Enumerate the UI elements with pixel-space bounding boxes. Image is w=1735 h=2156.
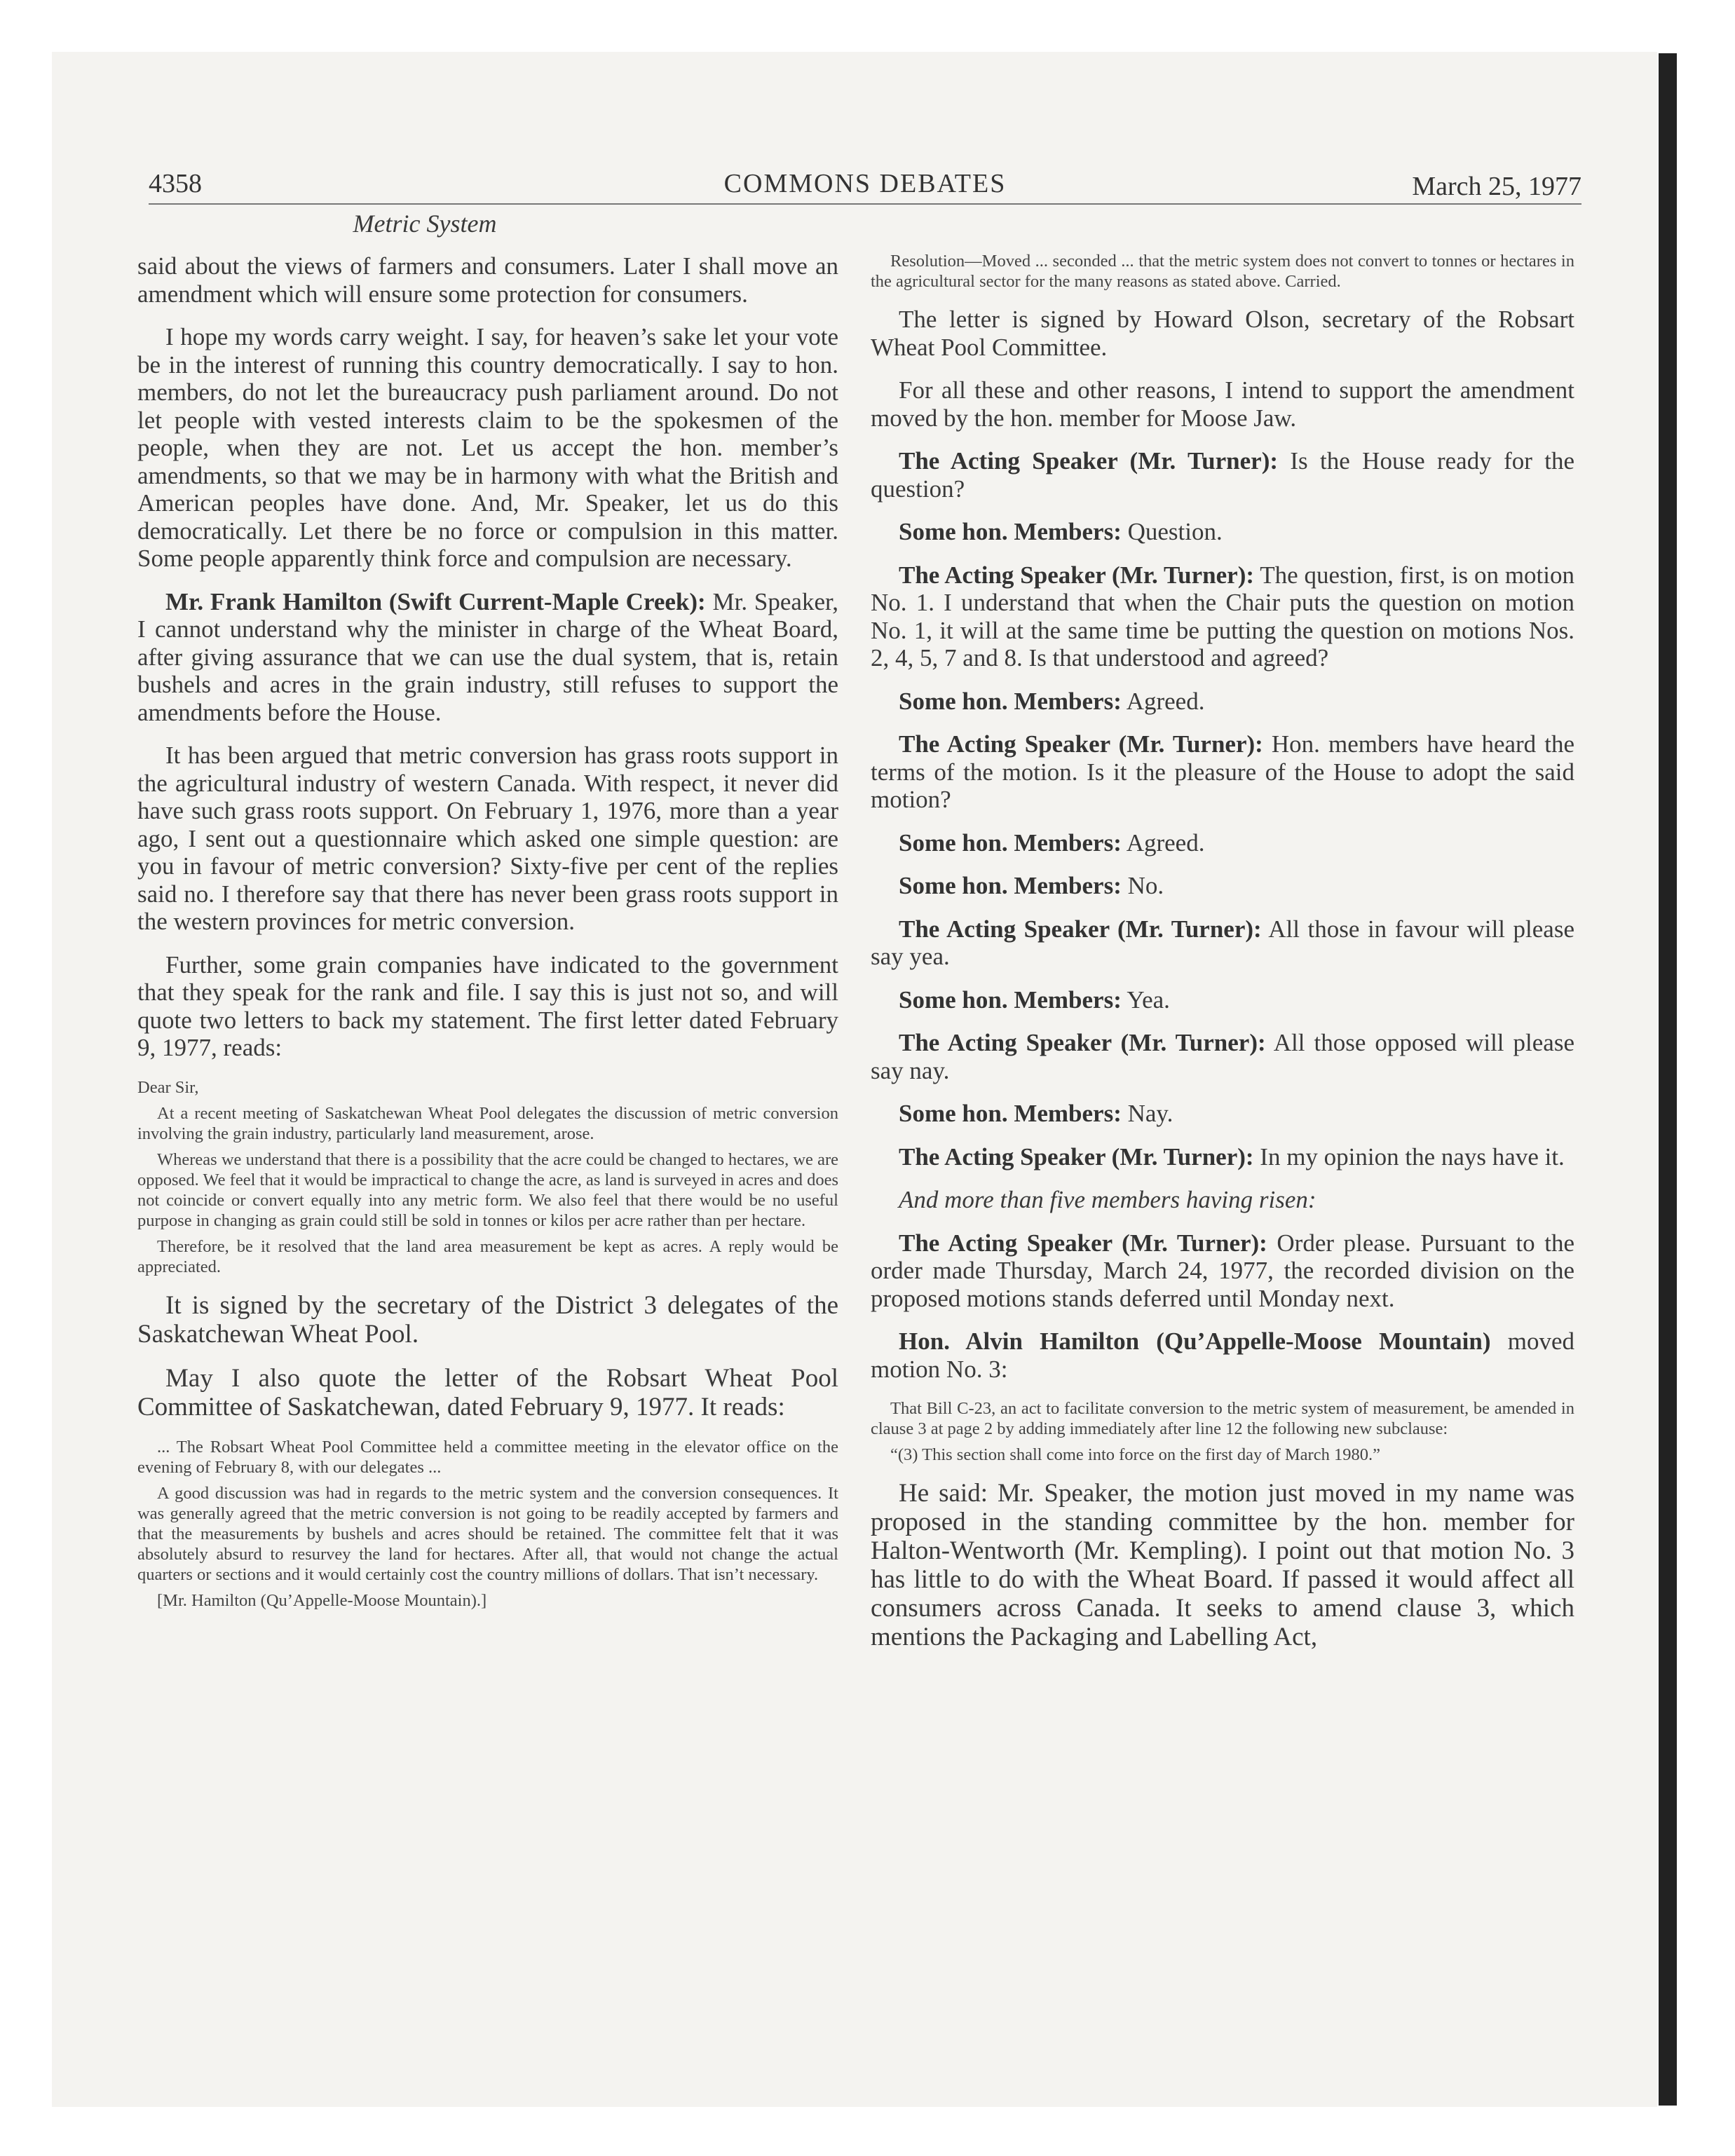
speech-text: All those opposed will please say nay. bbox=[871, 1029, 1574, 1084]
speech-paragraph bbox=[871, 1029, 1574, 1084]
quote-paragraph: At a recent meeting of Saskatchewan Wheat Pool delegates the discussion of metric conversion involving the grain industry, particularly land measurement, arose. bbox=[137, 1103, 838, 1143]
speech-text: In my opinion the nays have it. bbox=[1253, 1142, 1565, 1171]
stage-direction: And more than five members having risen: bbox=[899, 1186, 1316, 1213]
speech-text: moved motion No. 3: bbox=[871, 1328, 1574, 1383]
speech-paragraph bbox=[871, 1328, 1574, 1383]
quote-salutation: Dear Sir, bbox=[137, 1077, 199, 1097]
speech-text: Question. bbox=[1121, 518, 1223, 545]
speech-paragraph bbox=[137, 588, 838, 727]
speech-text: Yea. bbox=[1121, 985, 1170, 1014]
speaker-name: The Acting Speaker (Mr. Turner): bbox=[899, 561, 1255, 589]
speech-paragraph bbox=[871, 986, 1574, 1014]
motion-text: That Bill C-23, an act to facilitate conversion to the metric system of measurement, be amended in clause 3 at page 2 by adding immediately after line 12 the following new subclause: bbox=[871, 1399, 1574, 1438]
speech-text: Hon. members have heard the terms of the motion. Is it the pleasure of the House to adopt the said motion? bbox=[871, 730, 1575, 813]
speech-text: Agreed. bbox=[1121, 687, 1205, 715]
speech-text: Agreed. bbox=[1121, 828, 1205, 857]
speaker-name: The Acting Speaker (Mr. Turner): bbox=[899, 915, 1262, 943]
speech-paragraph bbox=[871, 518, 1574, 546]
speech-text: Is the House ready for the question? bbox=[871, 447, 1575, 503]
speaker-name: The Acting Speaker (Mr. Turner): bbox=[899, 730, 1263, 758]
page-number: 4358 bbox=[149, 169, 202, 198]
speech-paragraph bbox=[871, 829, 1574, 857]
quote-paragraph: ... The Robsart Wheat Pool Committee held a committee meeting in the elevator office on the evening of February 8, with our delegates ... bbox=[137, 1437, 838, 1477]
speaker-name: Hon. Alvin Hamilton (Qu’Appelle-Moose Mountain) bbox=[899, 1328, 1491, 1355]
publication-title: COMMONS DEBATES bbox=[723, 169, 1007, 198]
quote-paragraph: A good discussion was had in regards to the metric system and the conversion consequences. It was generally agreed that the metric conversion is not going to be readily accepted by farmers and that the measurements by bushels and acres should be retained. The committee felt that it was absolutely absurd to resurvey the land for hectares. After all, that would not change the actual quarters or sections and it would certainly cost the country millions of dollars. That isn’t necessary. bbox=[137, 1483, 838, 1584]
speaker-name: Some hon. Members: bbox=[899, 687, 1122, 715]
paragraph: The letter is signed by Howard Olson, secretary of the Robsart Wheat Pool Committee. bbox=[871, 306, 1574, 361]
speech-paragraph bbox=[871, 1100, 1574, 1128]
paragraph: It has been argued that metric conversion has grass roots support in the agricultural industry of western Canada. With respect, it never did have such grass roots support. On February 1, 1976, more than a year ago, I sent out a questionnaire which asked one simple question: are you in favour of metric conversion? Sixty-five per cent of the replies said no. I therefore say that there has never been grass roots support in the western provinces for metric conversion. bbox=[137, 742, 838, 935]
speaker-name: Some hon. Members: bbox=[899, 828, 1122, 857]
speaker-name: Some hon. Members: bbox=[899, 985, 1122, 1014]
quote-paragraph: Whereas we understand that there is a possibility that the acre could be changed to hectares, we are opposed. We feel that it would be impractical to change the acre, as land is surveyed in acres and does not coincide or convert equally into any metric form. We also feel that there would be no useful purpose in changing as grain could still be sold in tonnes or kilos per acre rather than per hectare. bbox=[137, 1149, 838, 1230]
scan-edge-bar bbox=[1659, 53, 1677, 2106]
speech-paragraph bbox=[871, 1229, 1574, 1313]
section-subhead: Metric System bbox=[353, 210, 497, 238]
speaker-name: Mr. Frank Hamilton (Swift Current-Maple Creek): bbox=[165, 587, 706, 615]
speech-paragraph bbox=[871, 1143, 1574, 1171]
speech-text: Order please. Pursuant to the order made Thursday, March 24, 1977, the recorded division on the proposed motions stands deferred until Monday next. bbox=[871, 1229, 1574, 1312]
column-footer-note: [Mr. Hamilton (Qu’Appelle-Moose Mountain).] bbox=[157, 1590, 487, 1610]
quote-paragraph: Therefore, be it resolved that the land area measurement be kept as acres. A reply would be appreciated. bbox=[137, 1236, 838, 1276]
speech-paragraph bbox=[871, 915, 1574, 971]
speech-paragraph bbox=[871, 561, 1574, 672]
speech-text: Nay. bbox=[1121, 1100, 1173, 1127]
paragraph: Further, some grain companies have indicated to the government that they speak for the rank and file. I say this is just not so, and will quote two letters to back my statement. The first letter dated February 9, 1977, reads: bbox=[137, 950, 838, 1061]
speech-paragraph bbox=[871, 730, 1574, 814]
header-rule bbox=[149, 203, 1581, 205]
speaker-name: The Acting Speaker (Mr. Turner): bbox=[899, 1029, 1266, 1056]
right-column bbox=[871, 251, 1574, 1667]
speech-text: Mr. Speaker, I cannot understand why the minister in charge of the Wheat Board, after giving assurance that we can use the dual system, that is, retain bushels and acres in the grain industry, still refuses to support the amendments before the House. bbox=[137, 587, 838, 726]
speaker-name: The Acting Speaker (Mr. Turner): bbox=[899, 1142, 1254, 1171]
left-column bbox=[137, 252, 838, 1616]
speech-paragraph bbox=[871, 688, 1574, 716]
speech-paragraph bbox=[871, 447, 1574, 503]
speaker-name: Some hon. Members: bbox=[899, 872, 1122, 899]
speech-text: All those in favour will please say yea. bbox=[871, 915, 1574, 970]
speaker-name: Some hon. Members: bbox=[899, 1100, 1122, 1127]
page-header bbox=[149, 163, 1581, 206]
speaker-name: The Acting Speaker (Mr. Turner): bbox=[899, 447, 1279, 475]
speech-text: No. bbox=[1121, 872, 1164, 899]
quote-paragraph: Resolution—Moved ... seconded ... that the metric system does not convert to tonnes or hectares in the agricultural sector for the many reasons as stated above. Carried. bbox=[871, 252, 1574, 291]
speech-text: The question, first, is on motion No. 1. I understand that when the Chair puts the question on motion No. 1, it will at the same time be putting the question on motions Nos. 2, 4, 5, 7 and 8. Is that understood and agreed? bbox=[871, 561, 1574, 671]
speaker-name: Some hon. Members: bbox=[899, 518, 1122, 545]
motion-subclause: “(3) This section shall come into force on the first day of March 1980.” bbox=[890, 1445, 1380, 1464]
paragraph: I hope my words carry weight. I say, for heaven’s sake let your vote be in the interest of running this country democratically. I say to hon. members, do not let the bureaucracy push parliament around. Do not let people with vested interests claim to be the spokesmen of the people, when they are not. Let us accept the hon. member’s amendments, so that we may be in harmony with what the British and American peoples have done. And, Mr. Speaker, let us do this democratically. Let there be no force or compulsion in this matter. Some people apparently think force and compulsion are necessary. bbox=[137, 323, 838, 572]
speech-paragraph bbox=[871, 872, 1574, 900]
paragraph: It is signed by the secretary of the District 3 delegates of the Saskatchewan Wheat Pool. bbox=[137, 1290, 838, 1349]
paragraph: said about the views of farmers and consumers. Later I shall move an amendment which will ensure some protection for consumers. bbox=[137, 252, 838, 308]
paragraph: For all these and other reasons, I intend to support the amendment moved by the hon. member for Moose Jaw. bbox=[871, 376, 1574, 432]
paragraph: May I also quote the letter of the Robsart Wheat Pool Committee of Saskatchewan, dated February 9, 1977. It reads: bbox=[137, 1363, 838, 1421]
issue-date: March 25, 1977 bbox=[1412, 172, 1581, 201]
speaker-name: The Acting Speaker (Mr. Turner): bbox=[899, 1229, 1267, 1257]
paragraph: He said: Mr. Speaker, the motion just moved in my name was proposed in the standing committee by the hon. member for Halton-Wentworth (Mr. Kempling). I point out that motion No. 3 has little to do with the Wheat Board. If passed it would affect all consumers across Canada. It seeks to amend clause 3, which mentions the Packaging and Labelling Act, bbox=[871, 1479, 1574, 1651]
